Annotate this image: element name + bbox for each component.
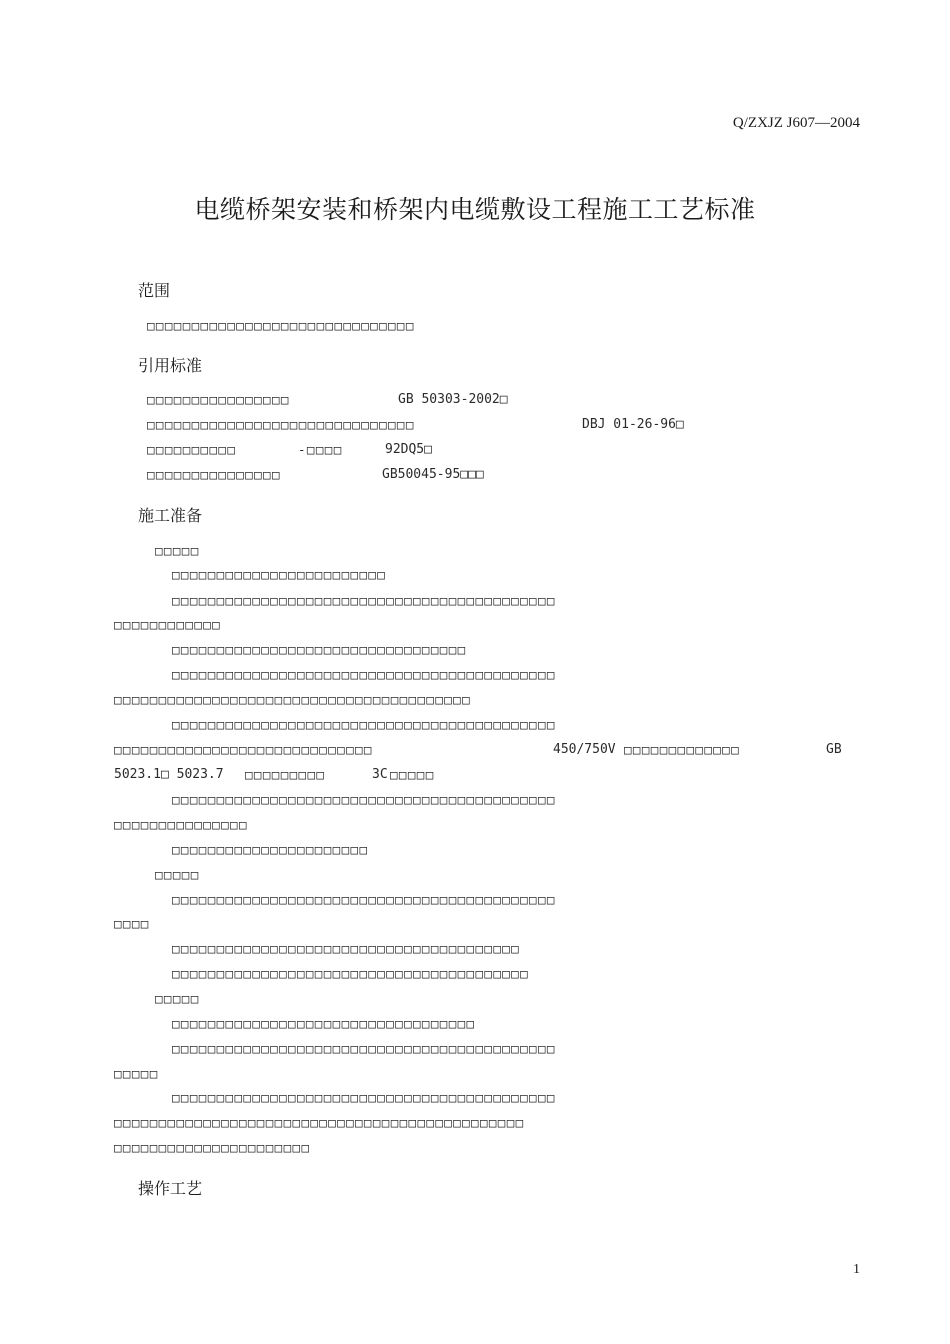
standard-numbers: 5023.1□ 5023.7	[114, 767, 224, 782]
prep-line: □□□□□□□□□□□□□□□□□□□□□□□□□□□□□□□□□□□□□□□□□□□	[172, 1041, 556, 1056]
scope-text: □□□□□□□□□□□□□□□□□□□□□□□□□□□□□□	[147, 318, 415, 333]
prep-line: □□□□□□□□□□□□□□□□□□□□□□□□□□□□□□□□□□□□□□□□	[172, 966, 530, 981]
prep-line: □□□□□□□□□□□□□□□□□□□□□□□□□□□□□□□□□□□□□□□□□□□	[172, 717, 556, 732]
prep-line: □□□□□□□□□□□□□□□□□□□□□□□□□□□□□□□□□□□□□□□□□□□□□□	[114, 1115, 525, 1130]
ref-3-title: □□□□□□□□□□	[147, 442, 237, 457]
prep-line: □□□□□□□□□□□□□□□□□□□□□□□□□□□□□□□□□□□□□□□□□□□	[172, 667, 556, 682]
prep-line: □□□□□□□□□	[245, 767, 326, 782]
prep-line: □□□□	[114, 916, 150, 931]
section-operations: 操作工艺	[138, 1179, 203, 1198]
section-preparation: 施工准备	[138, 506, 203, 525]
ref-4-code: GB50045-95□□□	[382, 467, 484, 482]
ref-4-title: □□□□□□□□□□□□□□□	[147, 467, 281, 482]
doc-code: Q/ZXJZ J607—2004	[732, 115, 860, 131]
prep-line: □□□□□□□□□□□□□□□□□□□□□□□□□□□□□□□□□□□□□□□□□□□	[172, 1090, 556, 1105]
ref-3-code: 92DQ5□	[385, 442, 432, 457]
prep-line: □□□□□□□□□□□□□□□	[114, 817, 248, 832]
ref-2-title: □□□□□□□□□□□□□□□□□□□□□□□□□□□□□□	[147, 417, 415, 432]
ref-1-title: □□□□□□□□□□□□□□□□	[147, 392, 290, 407]
prep-line: □□□□□□□□□□□□□□□□□□□□□□□□□□□□□□□□□□□□□□□	[172, 941, 521, 956]
page-title: 电缆桥架安装和桥架内电缆敷设工程施工工艺标准	[194, 195, 756, 224]
prep-line: □□□□□□□□□□□□□□□□□□□□□□□□□□□□□□□□□□□□□□□□□□□	[172, 892, 556, 907]
section-references: 引用标准	[138, 356, 203, 375]
prep-line: □□□□□	[390, 767, 435, 782]
prep-line: □□□□□	[114, 1066, 159, 1081]
standard-prefix: GB	[826, 742, 842, 757]
page-number: 1	[853, 1262, 860, 1277]
voltage-rating: 450/750V	[553, 742, 616, 757]
prep-line: □□□□□□□□□□□□□□□□□□□□□□□□□□□□□□□□□□□□□□□□□□□	[172, 792, 556, 807]
prep-line: □□□□□□□□□□□□□□□□□□□□□□□□□□□□□□□□□□□□□□□□□□□	[172, 593, 556, 608]
prep-line: □□□□□□□□□□□□□□□□□□□□□□	[114, 1140, 311, 1155]
prep-line: □□□□□□□□□□□□□□□□□□□□□□□□□□□□□	[114, 742, 373, 757]
section-scope: 范围	[138, 281, 171, 300]
prep-line: □□□□□□□□□□□□□□□□□□□□□□□□	[172, 567, 387, 582]
prep-line: □□□□□□□□□□□□□□□□□□□□□□□□□□□□□□□□□□□□□□□□	[114, 692, 472, 707]
certification-mark: 3C	[372, 767, 388, 782]
prep-line: □□□□□□□□□□□□□	[624, 742, 741, 757]
prep-line: □□□□□□□□□□□□□□□□□□□□□□□□□□□□□□□□□□	[172, 1016, 476, 1031]
ref-2-code: DBJ 01-26-96□	[582, 417, 684, 432]
ref-1-code: GB 50303-2002□	[398, 392, 508, 407]
prep-line: □□□□□□□□□□□□□□□□□□□□□□□□□□□□□□□□□	[172, 642, 467, 657]
prep-line: □□□□□	[155, 991, 200, 1006]
prep-line: □□□□□	[155, 543, 200, 558]
prep-line: □□□□□□□□□□□□	[114, 617, 222, 632]
ref-3-mid: -□□□□	[298, 442, 343, 457]
prep-line: □□□□□	[155, 867, 200, 882]
prep-line: □□□□□□□□□□□□□□□□□□□□□□	[172, 842, 369, 857]
